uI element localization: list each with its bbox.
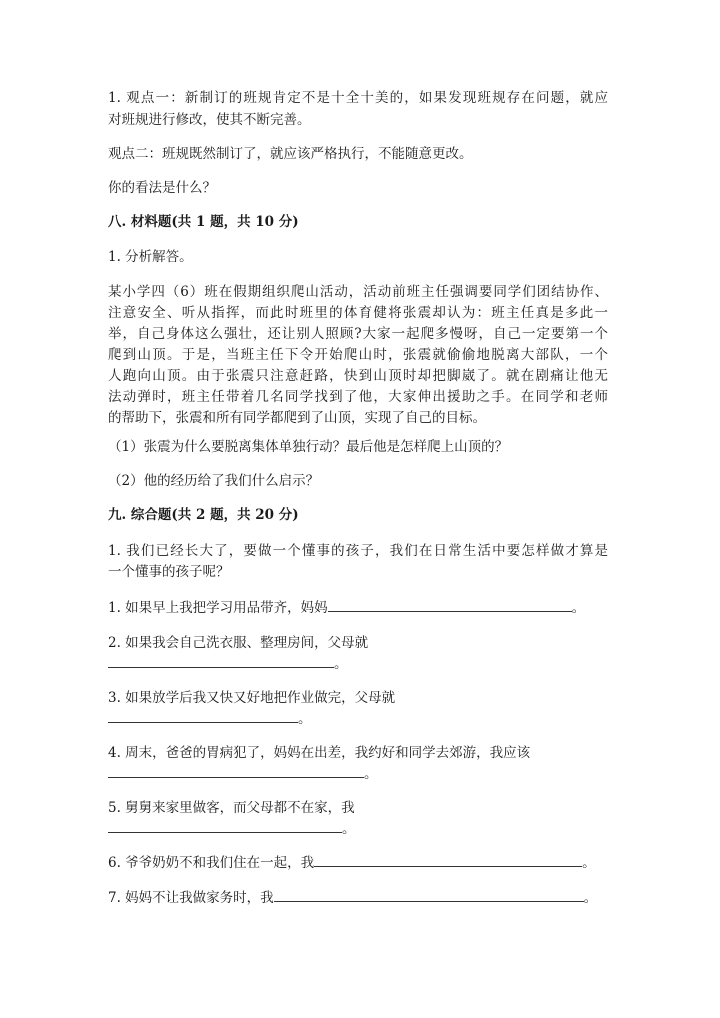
viewpoint-1-line-1: 1. 观点一：新制订的班规肯定不是十全十美的，如果发现班规存在问题，就应: [108, 90, 608, 106]
viewpoint-1-line-2: 对班规进行修改，使其不断完善。: [108, 112, 311, 128]
fill-item-blank-line: [108, 817, 356, 840]
section-8-item-title: 1. 分析解答。: [108, 249, 193, 265]
section-9-intro-line-2: 一个懂事的孩子呢？: [108, 564, 230, 580]
section-8-heading: 八. 材料题(共 1 题，共 10 分): [108, 214, 299, 230]
period: 。: [364, 766, 378, 782]
answer-blank[interactable]: [108, 707, 298, 723]
period: 。: [583, 890, 598, 906]
fill-item: [108, 851, 596, 874]
fill-item-text: 3. 如果放学后我又快又好地把作业做完，父母就: [108, 690, 396, 706]
fill-item-text: 7. 妈妈不让我做家务时，我: [108, 890, 274, 906]
fill-item: [108, 596, 585, 619]
period: 。: [342, 821, 356, 837]
passage-line: 人跑向山顶。由于张震只注意赶路，快到山顶时却把脚崴了。就在剧痛让他无: [108, 368, 608, 384]
passage-line: 某小学四（6）班在假期组织爬山活动，活动前班主任强调要同学们团结协作、: [108, 284, 608, 300]
answer-blank[interactable]: [274, 886, 584, 902]
fill-item-blank-line: [108, 652, 348, 675]
fill-item-text: 6. 爷爷奶奶不和我们住在一起，我: [108, 855, 315, 871]
viewpoint-2: 观点二：班规既然制订了，就应该严格执行，不能随意更改。: [108, 146, 473, 162]
fill-item-text: 1. 如果早上我把学习用品带齐，妈妈: [108, 600, 328, 616]
answer-blank[interactable]: [108, 762, 364, 778]
fill-item-text: 5. 舅舅来家里做客，而父母都不在家，我: [108, 800, 355, 816]
section-9-intro-line-1: 1. 我们已经长大了，要做一个懂事的孩子，我们在日常生活中要怎样做才算是: [108, 543, 608, 559]
fill-item: [108, 886, 597, 909]
section-9-heading: 九. 综合题(共 2 题，共 20 分): [108, 507, 299, 523]
period: 。: [334, 656, 348, 672]
section-8-question-1: （1）张震为什么要脱离集体单独行动？最后他是怎样爬上山顶的？: [108, 439, 509, 455]
answer-blank[interactable]: [108, 817, 342, 833]
passage-line: 的帮助下，张震和所有同学都爬到了山顶，实现了自己的目标。: [108, 410, 486, 426]
period: 。: [571, 600, 586, 616]
passage-line: 注意安全、听从指挥，而此时班里的体育健将张震却认为：班主任真是多此一: [108, 305, 608, 321]
viewpoint-question: 你的看法是什么？: [108, 180, 216, 196]
period: 。: [582, 855, 596, 871]
period: 。: [298, 711, 312, 727]
section-8-question-2: （2）他的经历给了我们什么启示？: [108, 473, 320, 489]
answer-blank[interactable]: [328, 596, 572, 612]
answer-blank[interactable]: [314, 851, 582, 867]
fill-item-blank-line: [108, 762, 378, 785]
fill-item-blank-line: [108, 707, 312, 730]
answer-blank[interactable]: [108, 652, 334, 668]
passage-line: 法动弹时，班主任带着几名同学找到了他，大家伸出援助之手。在同学和老师: [108, 389, 608, 405]
fill-item-text: 2. 如果我会自己洗衣服、整理房间，父母就: [108, 635, 369, 651]
fill-item-text: 4. 周末，爸爸的胃病犯了，妈妈在出差，我约好和同学去郊游，我应该: [108, 745, 531, 761]
passage-line: 爬到山顶。于是，当班主任下令开始爬山时，张震就偷偷地脱离大部队，一个: [108, 347, 608, 363]
passage-line: 举，自己身体这么强壮，还让别人照顾?大家一起爬多慢呀，自己一定要第一个: [108, 326, 608, 342]
